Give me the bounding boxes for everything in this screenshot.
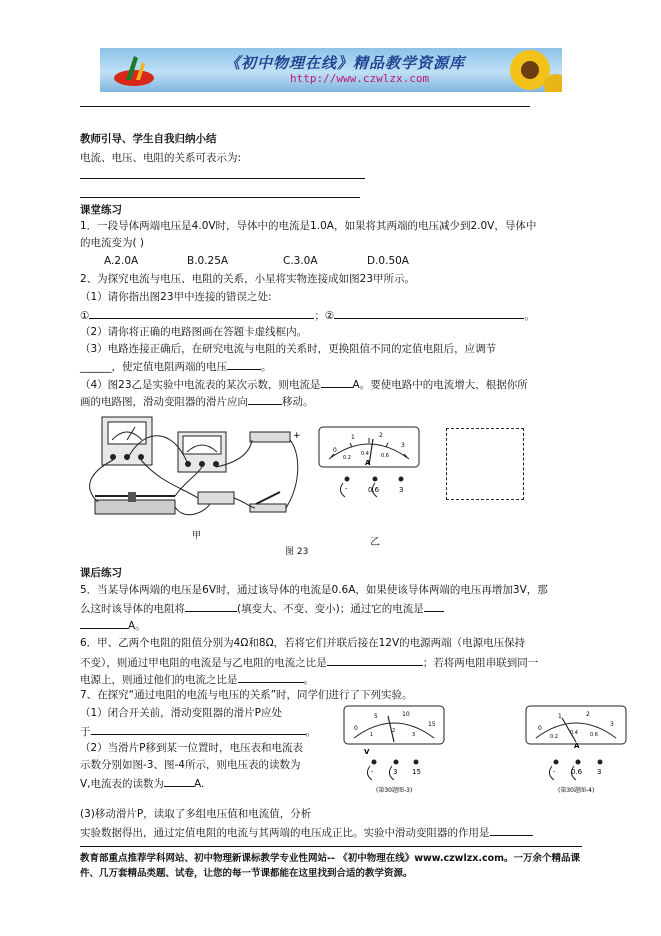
header-rule (80, 106, 530, 107)
ammeter-30-tick-2: 2 (586, 711, 590, 718)
ammeter-30-tick-small-02: 0.2 (550, 734, 558, 740)
figure-23-caption: 图 23 (285, 547, 309, 557)
voltmeter-tick-15: 15 (428, 721, 436, 728)
ammeter-tick-small-0: 0.2 (343, 455, 351, 461)
voltmeter-caption: (第30题图-3) (376, 787, 413, 794)
ammeter-30-terminal-neg: - (553, 768, 556, 776)
q7-part2-blank (164, 775, 194, 787)
answer-blank-2 (80, 197, 360, 198)
site-banner (100, 48, 562, 92)
q6-text-b: ；若将两电阻串联到同一 (422, 657, 539, 669)
ammeter-30-unit: A (574, 742, 580, 750)
q2-part4-blank-1 (321, 376, 353, 388)
ammeter-30-terminal-3: 3 (597, 768, 602, 776)
footer-line2: 件、几万套精品类题、试卷，让您的每一节课都能在这里找到合适的教学资源。 (80, 868, 413, 879)
ammeter-tick-0: 0 (333, 447, 337, 454)
classroom-heading: 课堂练习 (80, 204, 122, 216)
q2-blank-2 (334, 307, 524, 319)
q6-text-d: 。 (303, 674, 314, 686)
switch-icon (250, 492, 286, 512)
q5-text-a: 么这时该导体的电阻将 (80, 603, 185, 615)
q7-part2-line3 (80, 775, 204, 791)
circuit-diagram-dashed-box (446, 428, 524, 500)
q2-part3-text: ______，使定值电阻两端的电压 (80, 361, 227, 373)
footer-line1: 教育部重点推荐学科网站、初中物理新课标教学专业性网站-- 《初中物理在线》www.czwlzx.com。一万余个精品课 (80, 853, 581, 864)
voltmeter-terminal-neg: - (371, 768, 374, 776)
q5-blank-1 (185, 600, 237, 612)
q7-part1-line1: （1）闭合开关前，滑动变阻器的滑片P应处 (80, 707, 283, 719)
voltmeter-unit: V (364, 748, 370, 756)
q1-option-c: C.3.0A (283, 255, 318, 267)
footer-rule (80, 846, 582, 847)
q6-text-c: 电源上，则通过他们的电流之比是 (80, 674, 238, 686)
voltmeter-tick-5: 5 (374, 713, 378, 720)
summary-line: 电流、电压、电阻的关系可表示为: (80, 152, 242, 164)
q6-blank-2 (238, 671, 304, 683)
figure-23-label-yi: 乙 (370, 537, 380, 548)
ammeter-terminal-neg: - (345, 485, 348, 493)
q7-part3-text: 实验数据得出，通过定值电阻的电流与其两端的电压成正比。实验中滑动变阻器的作用是 (80, 827, 490, 839)
q2-part3-end: 。 (261, 361, 272, 373)
q2-blank-1 (89, 307, 314, 319)
rheostat-icon (95, 492, 175, 514)
ammeter-30-caption: (第30题图-4) (558, 787, 595, 794)
banner-title: 《初中物理在线》精品教学资源库 (225, 54, 466, 72)
voltmeter-terminal-15: 15 (412, 768, 421, 776)
banner-url: http://www.czwlzx.com (290, 72, 430, 85)
ammeter-terminal-06: 0.6 (368, 486, 380, 494)
q1-line2: 的电流变为( ) (80, 237, 145, 249)
ammeter-30-tick-small-06: 0.6 (590, 732, 598, 738)
q7-part2-line1: （2）当滑片P移到某一位置时，电压表和电流表 (80, 742, 304, 754)
voltmeter-tick-10: 10 (402, 711, 410, 718)
voltmeter-tick-small-1: 1 (370, 732, 374, 738)
resistor-icon (198, 492, 234, 504)
q2-part2: （2）请你将正确的电路图画在答题卡虚线框内。 (80, 326, 308, 338)
q2-part4-text-b: A。要使电路中的电流增大，根据你所 (352, 379, 528, 391)
figure-30-ammeter (522, 704, 630, 796)
svg-text:+: + (293, 431, 301, 441)
q7-part2-text-a: V,电流表的读数为 (80, 778, 165, 790)
sunflower-icon (480, 48, 562, 92)
q7-part2-text-b: A. (194, 778, 205, 790)
q1-option-d: D.0.50A (367, 255, 409, 267)
q2-part1-blanks (80, 307, 535, 323)
q5-line3 (80, 617, 146, 633)
q2-part4-line1 (80, 376, 528, 392)
q5-line2 (80, 600, 444, 616)
q2-blank-label-2: ；② (314, 310, 335, 322)
ammeter-tick-small-2: 0.6 (381, 453, 389, 459)
ammeter-tick-3: 3 (401, 442, 405, 449)
q2-intro: 2、为探究电流与电压、电阻的关系，小星将实物连接成如图23甲所示。 (80, 273, 416, 285)
voltmeter-tick-small-3: 3 (412, 732, 416, 738)
q7-part1-blank (91, 723, 306, 735)
homework-heading: 课后练习 (80, 567, 122, 579)
q6-text-a: 不变），则通过甲电阻的电流是与乙电阻的电流之比是 (80, 657, 327, 669)
ammeter-30-tick-0: 0 (538, 725, 542, 732)
q2-part4-text-a: （4）图23乙是实验中电流表的某次示数，则电流是 (80, 379, 321, 391)
q7-part1-end: 。 (305, 726, 316, 738)
q6-line2 (80, 654, 538, 670)
answer-blank-1 (80, 178, 365, 179)
ammeter-tick-2: 2 (379, 432, 383, 439)
voltmeter-tick-small-2: 2 (392, 728, 396, 734)
ammeter-30-tick-small-04: 0.4 (570, 730, 578, 736)
voltmeter-terminal-3: 3 (393, 768, 398, 776)
q2-part4-text-c: 画的电路图，滑动变阻器的滑片应向 (80, 396, 248, 408)
voltmeter-device-icon (102, 417, 152, 465)
ammeter-unit: A (365, 459, 371, 467)
q2-part4-blank-2 (248, 393, 282, 405)
q5-blank-2a (424, 600, 444, 612)
battery-icon (250, 431, 301, 442)
q2-part3-line2 (80, 358, 272, 374)
q7-part1-line2 (80, 723, 316, 739)
q7-part1-text: 于 (80, 726, 91, 738)
q2-blank-end: 。 (524, 310, 535, 322)
q1-options (104, 254, 409, 268)
q2-part3-blank (227, 358, 261, 370)
q7-part3-blank (490, 824, 533, 836)
q6-line1: 6．甲、乙两个电阻的阻值分别为4Ω和8Ω，若将它们并联后接在12V的电源两端（电源电压保持 (80, 637, 526, 649)
ammeter-30-tick-1: 1 (558, 713, 562, 720)
ammeter-30-tick-3: 3 (610, 721, 614, 728)
q7-part2-line2: 示数分别如图-3、图-4所示，则电压表的读数为 (80, 759, 301, 771)
q7-intro: 7、在探究“通过电阻的电流与电压的关系”时，同学们进行了下列实验。 (80, 689, 413, 701)
figure-23-circuit-photo (80, 412, 305, 542)
q6-line3 (80, 671, 314, 687)
figure-30-voltmeter (340, 704, 448, 796)
q2-part3-line1: （3）电路连接正确后，在研究电流与电阻的关系时，更换阻值不同的定值电阻后，应调节 (80, 343, 497, 355)
voltmeter-tick-0: 0 (354, 725, 358, 732)
q1-option-b: B.0.25A (187, 255, 229, 267)
q2-part4-line2 (80, 393, 314, 409)
q2-part1: （1）请你指出图23甲中连接的错误之处: (80, 291, 272, 303)
q1-option-a: A.2.0A (104, 255, 139, 267)
q6-blank-1 (327, 654, 423, 666)
ammeter-tick-small-1: 0.4 (361, 451, 369, 457)
q2-blank-label-1: ① (80, 310, 90, 322)
ammeter-30-terminal-06: 0.6 (571, 768, 583, 776)
summary-heading: 教师引导、学生自我归纳小结 (80, 133, 217, 145)
q2-part4-text-d: 移动。 (282, 396, 314, 408)
ammeter-tick-1: 1 (351, 434, 355, 441)
q7-part3-line2 (80, 824, 533, 840)
ammeter-terminal-3: 3 (399, 486, 404, 494)
figure-23-ammeter-dial (315, 425, 425, 500)
q5-text-c: A。 (128, 620, 146, 632)
q1-line1: 1．一段导体两端电压是4.0V时，导体中的电流是1.0A，如果将其两端的电压减少到2.0V，导体中 (80, 220, 537, 232)
q5-text-b: (填变大、不变、变小)；通过它的电流是 (237, 603, 424, 615)
q5-blank-2b (80, 617, 128, 629)
q7-part3-line1: (3)移动滑片P，读取了多组电压值和电流值，分析 (80, 808, 312, 820)
q5-line1: 5．当某导体两端的电压是6V时，通过该导体的电流是0.6A，如果使该导体两端的电压再增加3V，那 (80, 584, 548, 596)
figure-23-label-jia: 甲 (192, 531, 202, 541)
site-logo-icon (112, 52, 156, 88)
